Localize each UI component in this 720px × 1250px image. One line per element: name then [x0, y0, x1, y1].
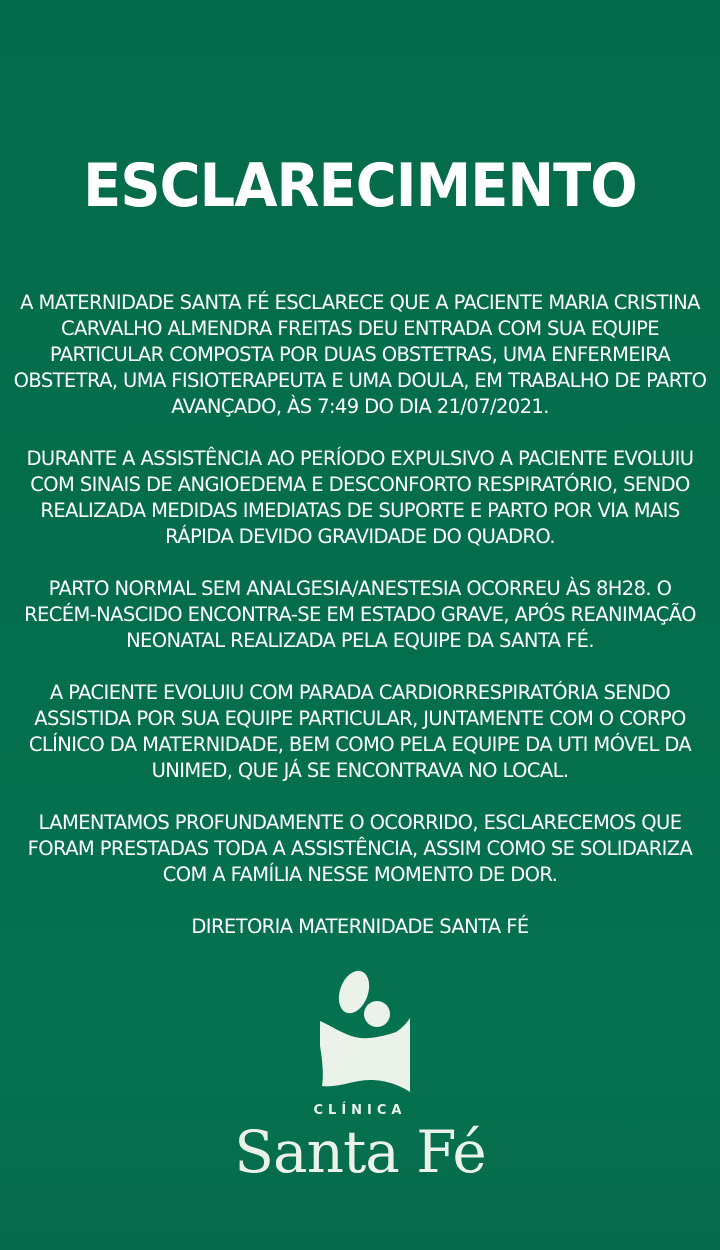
- notice-paragraph-1: A MATERNIDADE SANTA FÉ ESCLARECE QUE A PACIENTE MARIA CRISTINA CARVALHO ALMENDRA FREITAS DEU ENTRADA COM SUA EQUIPE PARTICULAR COMPOSTA POR DUAS OBSTETRAS, UMA ENFERMEIRA OBSTETRA, UMA FISIOTERAPEUTA E UMA DOULA, EM TRABALHO DE PARTO AVANÇADO, ÀS 7:49 DO DIA 21/07/2021.: [13, 291, 707, 418]
- notice-body: [10, 290, 710, 940]
- notice-paragraph-3: PARTO NORMAL SEM ANALGESIA/ANESTESIA OCORREU ÀS 8H28. O RECÉM-NASCIDO ENCONTRA-SE EM ESTADO GRAVE, APÓS REANIMAÇÃO NEONATAL REALIZADA PELA EQUIPE DA SANTA FÉ.: [24, 577, 696, 652]
- mother-and-child-icon: [310, 966, 416, 1096]
- notice-paragraph-2: DURANTE A ASSISTÊNCIA AO PERÍODO EXPULSIVO A PACIENTE EVOLUIU COM SINAIS DE ANGIOEDEMA E DESCONFORTO RESPIRATÓRIO, SENDO REALIZADA MEDIDAS IMEDIATAS DE SUPORTE E PARTO POR VIA MAIS RÁPIDA DEVIDO GRAVIDADE DO QUADRO.: [26, 447, 694, 548]
- notice-signature: DIRETORIA MATERNIDADE SANTA FÉ: [191, 915, 529, 938]
- notice-paragraph-4: A PACIENTE EVOLUIU COM PARADA CARDIORRESPIRATÓRIA SENDO ASSISTIDA POR SUA EQUIPE PARTICULAR, JUNTAMENTE COM O CORPO CLÍNICO DA MATERNIDADE, BEM COMO PELA EQUIPE DA UTI MÓVEL DA UNIMED, QUE JÁ SE ENCONTRAVA NO LOCAL.: [28, 681, 692, 782]
- notice-title: ESCLARECIMENTO: [83, 151, 637, 221]
- clinic-label: CLÍNICA: [313, 1103, 407, 1118]
- notice-paragraph-5: LAMENTAMOS PROFUNDAMENTE O OCORRIDO, ESCLARECEMOS QUE FORAM PRESTADAS TODA A ASSISTÊNCIA, ASSIM COMO SE SOLIDARIZA COM A FAMÍLIA NESSE MOMENTO DE DOR.: [27, 811, 693, 886]
- clinic-name: Santa Fé: [234, 1118, 486, 1186]
